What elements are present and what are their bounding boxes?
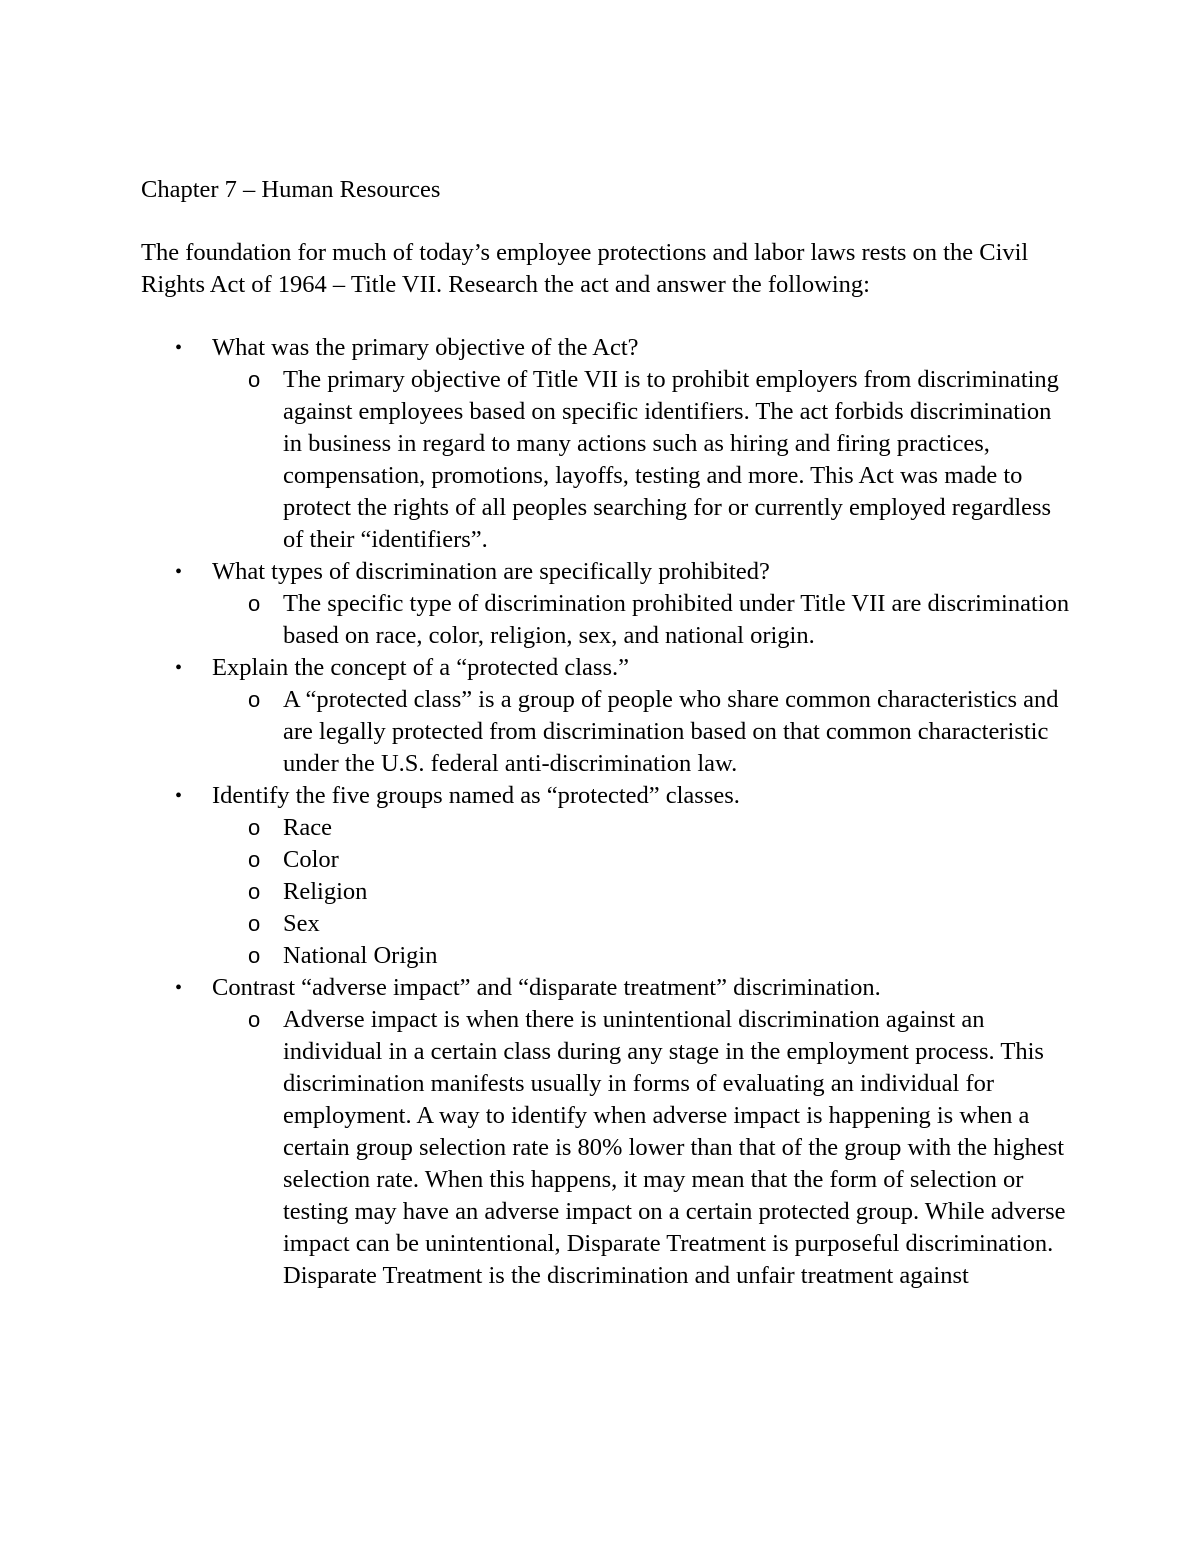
- circle-bullet-icon: o: [248, 591, 261, 616]
- question-item-5: [141, 972, 1071, 1292]
- circle-bullet-icon: o: [248, 687, 261, 712]
- bullet-icon: •: [175, 657, 183, 679]
- document-title: Chapter 7 – Human Resources: [141, 176, 441, 203]
- question-list: [141, 332, 1071, 1292]
- circle-bullet-icon: o: [248, 943, 261, 968]
- question-item-2: [141, 556, 1071, 652]
- circle-bullet-icon: o: [248, 1007, 261, 1032]
- answer-text: Race: [283, 814, 332, 841]
- answer-text: The primary objective of Title VII is to prohibit employers from discriminating against employees based on specific identifiers. The act forbids discrimination in business in regard to many actions such as hiring and firing practices, compensation, promotions, layoffs, testing and more. This Act was made to protect the rights of all peoples searching for or currently employed regardless of their “identifiers”.: [283, 366, 1059, 553]
- answer-text: National Origin: [283, 942, 438, 969]
- question-item-3: [141, 652, 1071, 780]
- circle-bullet-icon: o: [248, 367, 261, 392]
- answer-text: Sex: [283, 910, 320, 937]
- question-text: Identify the five groups named as “protected” classes.: [212, 782, 740, 809]
- answer-item: [212, 588, 1071, 652]
- bullet-icon: •: [175, 785, 183, 807]
- answer-text: The specific type of discrimination prohibited under Title VII are discrimination based on race, color, religion, sex, and national origin.: [283, 590, 1070, 649]
- answer-text: Color: [283, 846, 339, 873]
- answer-text: Religion: [283, 878, 368, 905]
- answer-item: [212, 364, 1071, 556]
- bullet-icon: •: [175, 337, 183, 359]
- answer-item: [212, 908, 1071, 940]
- document-body: [141, 174, 1071, 1292]
- answer-item: [212, 940, 1071, 972]
- intro-paragraph: The foundation for much of today’s employee protections and labor laws rests on the Civil Rights Act of 1964 – Title VII. Research the act and answer the following:: [141, 239, 1029, 298]
- circle-bullet-icon: o: [248, 879, 261, 904]
- question-text: Contrast “adverse impact” and “disparate treatment” discrimination.: [212, 974, 881, 1001]
- question-text: What was the primary objective of the Act?: [212, 334, 639, 361]
- answer-list: [212, 812, 1071, 972]
- bullet-icon: •: [175, 977, 183, 999]
- answer-list: [212, 684, 1071, 780]
- bullet-icon: •: [175, 561, 183, 583]
- answer-text: A “protected class” is a group of people who share common characteristics and are legally protected from discrimination based on that common characteristic under the U.S. federal anti-discrimination law.: [283, 686, 1059, 777]
- answer-list: [212, 588, 1071, 652]
- answer-text: Adverse impact is when there is unintentional discrimination against an individual in a certain class during any stage in the employment process. This discrimination manifests usually in forms of evaluating an individual for employment. A way to identify when adverse impact is happening is when a certain group selection rate is 80% lower than that of the group with the highest selection rate. When this happens, it may mean that the form of selection or testing may have an adverse impact on a certain protected group. While adverse impact can be unintentional, Disparate Treatment is purposeful discrimination. Disparate Treatment is the discrimination and unfair treatment against: [283, 1006, 1066, 1289]
- answer-item: [212, 812, 1071, 844]
- question-text: Explain the concept of a “protected class.”: [212, 654, 629, 681]
- circle-bullet-icon: o: [248, 847, 261, 872]
- answer-item: [212, 844, 1071, 876]
- circle-bullet-icon: o: [248, 911, 261, 936]
- question-item-4: [141, 780, 1071, 972]
- answer-list: [212, 1004, 1071, 1292]
- circle-bullet-icon: o: [248, 815, 261, 840]
- answer-item: [212, 1004, 1071, 1292]
- answer-item: [212, 684, 1071, 780]
- answer-item: [212, 876, 1071, 908]
- question-text: What types of discrimination are specifically prohibited?: [212, 558, 770, 585]
- question-item-1: [141, 332, 1071, 556]
- answer-list: [212, 364, 1071, 556]
